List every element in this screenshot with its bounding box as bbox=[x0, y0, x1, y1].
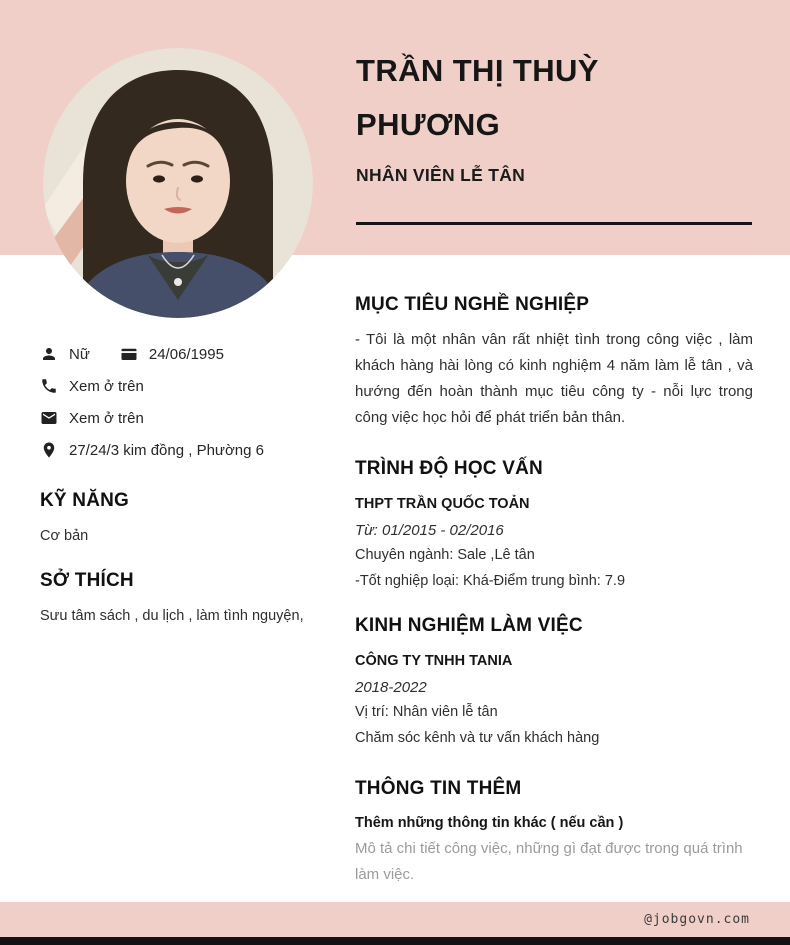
extra-subheading: Thêm những thông tin khác ( nếu cần ) bbox=[355, 815, 624, 831]
contact-birthday bbox=[120, 338, 224, 370]
education-school: THPT TRẦN QUỐC TOẢN bbox=[355, 496, 530, 512]
education-heading: TRÌNH ĐỘ HỌC VẤN bbox=[355, 458, 543, 479]
left-column bbox=[40, 338, 340, 626]
candidate-job-title: NHÂN VIÊN LỄ TÂN bbox=[356, 165, 526, 185]
profile-photo bbox=[43, 48, 313, 318]
email-value: Xem ở trên bbox=[69, 409, 144, 427]
objective-heading: MỤC TIÊU NGHỀ NGHIỆP bbox=[355, 294, 590, 315]
experience-position: Vị trí: Nhân viên lễ tân bbox=[355, 704, 498, 720]
contact-phone bbox=[40, 370, 340, 402]
contact-gender bbox=[40, 338, 90, 370]
experience-heading: KINH NGHIỆM LÀM VIỆC bbox=[355, 615, 583, 636]
skills-content: Cơ bản bbox=[40, 528, 89, 544]
hobbies-heading: SỞ THÍCH bbox=[40, 570, 134, 591]
hobbies-content: Sưu tâm sách , du lịch , làm tình nguyện, bbox=[40, 608, 304, 624]
extra-heading: THÔNG TIN THÊM bbox=[355, 778, 522, 799]
contact-row-gender-birthday bbox=[40, 338, 340, 370]
objective-content: - Tôi là một nhân vân rất nhiệt tình trong công việc , làm khách hàng hài lòng có kinh nghiệm 4 năm làm lễ tân , và hướng đến hoàn thành mục tiêu công ty - nỗi lực trong công việc học hỏi để phát triển bản thân. bbox=[355, 331, 753, 426]
right-column bbox=[355, 295, 753, 888]
contact-email bbox=[40, 402, 340, 434]
location-icon bbox=[40, 441, 58, 459]
profile-photo-illustration bbox=[43, 48, 313, 318]
phone-icon bbox=[40, 377, 58, 395]
header-divider bbox=[356, 222, 752, 225]
birthday-value: 24/06/1995 bbox=[148, 345, 224, 363]
extra-placeholder: Mô tả chi tiết công việc, những gì đạt được trong quá trình làm việc. bbox=[355, 840, 743, 883]
calendar-icon bbox=[120, 345, 138, 363]
education-period: Từ: 01/2015 - 02/2016 bbox=[355, 521, 504, 539]
person-icon bbox=[40, 345, 58, 363]
experience-period: 2018-2022 bbox=[355, 678, 427, 696]
name-block bbox=[356, 44, 736, 186]
contact-address bbox=[40, 434, 340, 466]
skills-heading: KỸ NĂNG bbox=[40, 490, 130, 511]
watermark: @jobgovn.com bbox=[644, 912, 750, 927]
education-result: -Tốt nghiệp loại: Khá-Điểm trung bình: 7.9 bbox=[355, 572, 626, 589]
footer-bar bbox=[0, 937, 790, 945]
phone-value: Xem ở trên bbox=[69, 377, 144, 395]
education-major: Chuyên ngành: Sale ,Lê tân bbox=[355, 547, 535, 563]
footer-strip bbox=[0, 902, 790, 937]
candidate-name: TRẦN THỊ THUỲ PHƯƠNG bbox=[356, 53, 599, 142]
gender-value: Nữ bbox=[69, 345, 90, 363]
address-value: 27/24/3 kim đồng , Phường 6 bbox=[69, 441, 264, 459]
email-icon bbox=[40, 409, 58, 427]
experience-description: Chăm sóc kênh và tư vấn khách hàng bbox=[355, 729, 600, 746]
experience-company: CÔNG TY TNHH TANIA bbox=[355, 653, 513, 669]
